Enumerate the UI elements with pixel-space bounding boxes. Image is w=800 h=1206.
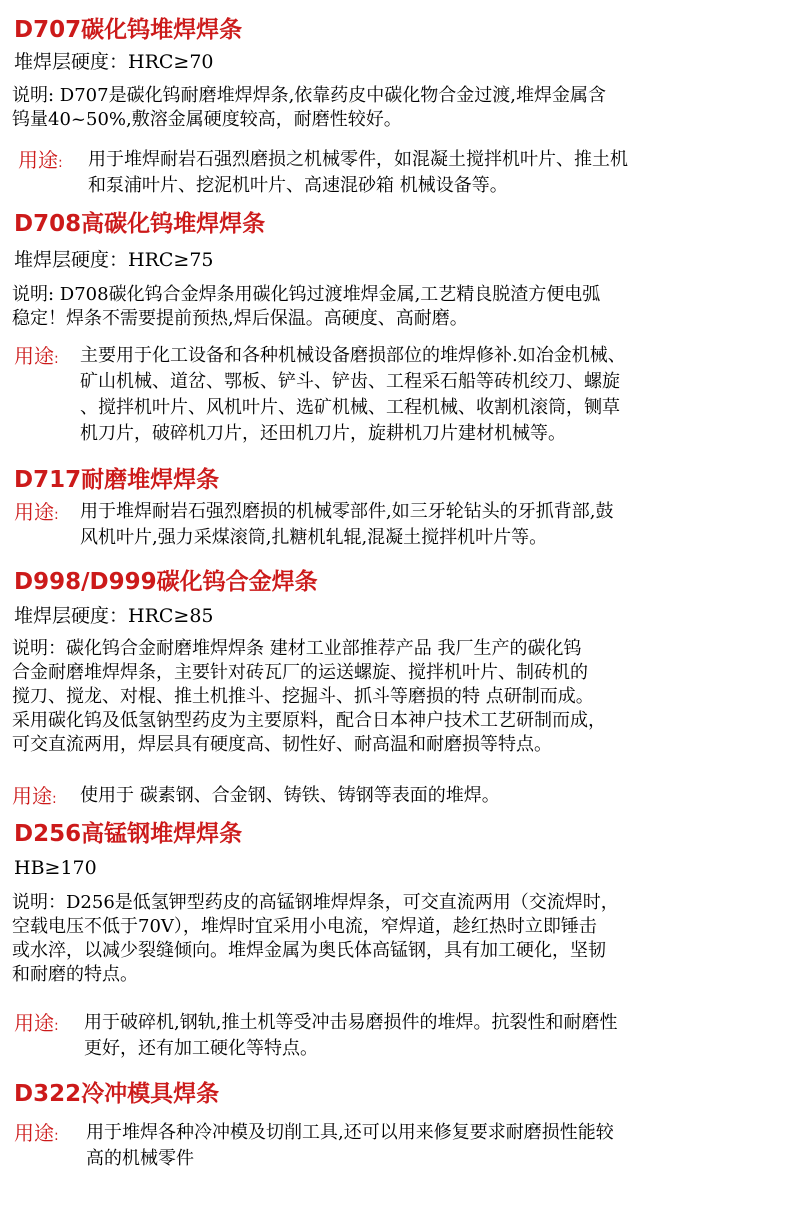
- usage-line: 风机叶片,强力采煤滚筒,扎糖机轧辊,混凝土搅拌机叶片等。: [80, 527, 548, 548]
- description-line: 或水淬，以减少裂缝倾向。堆焊金属为奥氏体高锰钢，具有加工硬化，坚韧: [12, 940, 606, 961]
- section-title: D708高碳化钨堆焊焊条: [14, 211, 266, 237]
- description-line: 稳定！焊条不需要提前预热,焊后保温。高硬度、高耐磨。: [12, 308, 468, 329]
- description: [12, 891, 794, 987]
- section-title: D256高锰钢堆焊焊条: [14, 821, 243, 847]
- usage-block: [14, 1120, 800, 1172]
- section-title: D322冷冲模具焊条: [14, 1081, 220, 1107]
- usage-label: 用途:: [14, 1011, 59, 1035]
- description-line: 说明: D707是碳化钨耐磨堆焊焊条,依靠药皮中碳化物合金过渡,堆焊金属含: [12, 85, 607, 106]
- description-line: 钨量40~50%,敷溶金属硬度较高，耐磨性较好。: [12, 109, 402, 130]
- usage-line: 高的机械零件: [86, 1148, 194, 1169]
- usage-line: 用于破碎机,钢轨,推土机等受冲击易磨损件的堆焊。抗裂性和耐磨性: [84, 1012, 618, 1033]
- description-line: 说明：碳化钨合金耐磨堆焊焊条 建材工业部推荐产品 我厂生产的碳化钨: [12, 638, 582, 659]
- usage-label: 用途:: [14, 500, 59, 524]
- hardness-spec: HB≥170: [14, 857, 97, 879]
- hardness-spec: 堆焊层硬度：HRC≥75: [14, 249, 214, 271]
- description-line: 和耐磨的特点。: [12, 964, 138, 985]
- description-line: 空载电压不低于70V），堆焊时宜采用小电流，窄焊道，趁红热时立即锤击: [12, 916, 597, 937]
- hardness-spec: 堆焊层硬度：HRC≥85: [14, 605, 214, 627]
- description-line: 说明: D708碳化钨合金焊条用碳化钨过渡堆焊金属,工艺精良脱渣方便电弧: [12, 284, 601, 305]
- usage-label: 用途:: [12, 784, 57, 808]
- usage-label: 用途:: [14, 1121, 59, 1145]
- usage-line: 和泵浦叶片、挖泥机叶片、高速混砂箱 机械设备等。: [88, 175, 508, 196]
- usage-line: 、搅拌机叶片、风机叶片、选矿机械、工程机械、收割机滚筒，铡草: [80, 397, 620, 418]
- description-line: 说明：D256是低氢钾型药皮的高锰钢堆焊焊条，可交直流两用（交流焊时，: [12, 892, 619, 913]
- usage-line: 矿山机械、道岔、鄂板、铲斗、铲齿、工程采石船等砖机绞刀、螺旋: [80, 371, 620, 392]
- usage-line: 用于堆焊耐岩石强烈磨损的机械零部件,如三牙轮钻头的牙抓背部,鼓: [80, 501, 614, 522]
- hardness-spec: 堆焊层硬度：HRC≥70: [14, 51, 214, 73]
- usage-block: [14, 1010, 800, 1062]
- usage-line: 机刀片，破碎机刀片，还田机刀片，旋耕机刀片建材机械等。: [80, 423, 566, 444]
- usage-block: [14, 499, 800, 551]
- usage-label: 用途:: [14, 344, 59, 368]
- description-line: 采用碳化钨及低氢钠型药皮为主要原料，配合日本神户技术工艺研制而成，: [12, 710, 606, 731]
- usage-line: 使用于 碳素钢、合金钢、铸铁、铸钢等表面的堆焊。: [80, 785, 500, 806]
- description: [12, 84, 794, 132]
- description: [12, 637, 794, 757]
- section-title: D707碳化钨堆焊焊条: [14, 17, 243, 43]
- usage-line: 用于堆焊耐岩石强烈磨损之机械零件，如混凝土搅拌机叶片、推土机: [88, 149, 628, 170]
- description-line: 搅刀、搅龙、对棍、推土机推斗、挖掘斗、抓斗等磨损的特 点研制而成。: [12, 686, 594, 707]
- usage-block: [14, 343, 800, 447]
- section-title: D717耐磨堆焊焊条: [14, 467, 220, 493]
- usage-block: [18, 147, 800, 199]
- section-title: D998/D999碳化钨合金焊条: [14, 569, 318, 595]
- description: [12, 283, 794, 331]
- description-line: 合金耐磨堆焊焊条，主要针对砖瓦厂的运送螺旋、搅拌机叶片、制砖机的: [12, 662, 588, 683]
- description-line: 可交直流两用，焊层具有硬度高、韧性好、耐高温和耐磨损等特点。: [12, 734, 552, 755]
- usage-label: 用途:: [18, 148, 63, 172]
- usage-line: 主要用于化工设备和各种机械设备磨损部位的堆焊修补.如冶金机械、: [80, 345, 626, 366]
- usage-line: 用于堆焊各种冷冲模及切削工具,还可以用来修复要求耐磨损性能较: [86, 1122, 614, 1143]
- usage-line: 更好，还有加工硬化等特点。: [84, 1038, 318, 1059]
- usage-block: [12, 783, 800, 809]
